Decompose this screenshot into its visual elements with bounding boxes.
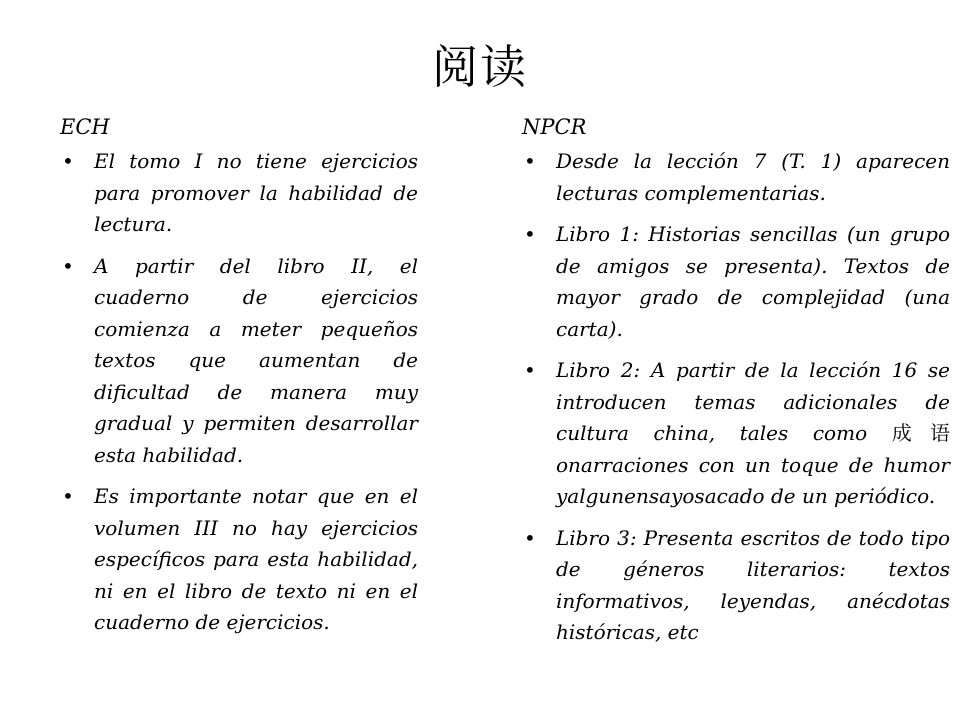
bullet-icon: • xyxy=(524,149,536,173)
left-column xyxy=(60,112,418,649)
bullet-icon: • xyxy=(524,358,536,382)
bullet-icon: • xyxy=(62,253,74,278)
list-item-text-part: onarraciones con un toque de humor yalgunensayosacado de un periódico. xyxy=(556,452,950,508)
chengyu-term: 成语 xyxy=(891,421,951,445)
right-column xyxy=(522,112,950,659)
left-bullet-list xyxy=(60,146,418,639)
list-item xyxy=(522,523,950,649)
list-item-text: Desde la lección 7 (T. 1) aparecen lecturas complementarias. xyxy=(556,149,950,205)
list-item-text: El tomo I no tiene ejercicios para promover la habilidad de lectura. xyxy=(94,149,418,236)
slide-title: 阅读 xyxy=(432,39,528,94)
bullet-icon: • xyxy=(62,484,74,508)
bullet-icon: • xyxy=(524,525,536,550)
list-item xyxy=(522,355,950,513)
list-item xyxy=(522,146,950,209)
bullet-icon: • xyxy=(62,149,74,173)
list-item-text: A partir del libro II, el cuaderno de ejercicios comienza a meter pequeños textos que aumentan de dificultad de manera muy gradual y permiten desarrollar esta habilidad. xyxy=(94,253,418,467)
list-item-text-part: Libro 2: A partir de la lección 16 se introducen temas adicionales de cultura china, tales como xyxy=(556,358,950,445)
list-item-text: Libro 3: Presenta escritos de todo tipo de géneros literarios: textos informativos, leyendas, anécdotas históricas, etc xyxy=(556,525,950,644)
right-column-heading: NPCR xyxy=(522,115,587,139)
bullet-icon: • xyxy=(524,222,536,246)
list-item xyxy=(60,481,418,639)
list-item xyxy=(522,219,950,345)
right-bullet-list xyxy=(522,146,950,649)
list-item-text: Libro 1: Historias sencillas (un grupo de amigos se presenta). Textos de mayor grado de complejidad (una carta). xyxy=(556,222,950,341)
left-column-heading: ECH xyxy=(60,115,110,139)
list-item-text: Es importante notar que en el volumen III no hay ejercicios específicos para esta habilidad, ni en el libro de texto ni en el cuaderno de ejercicios. xyxy=(94,484,418,634)
list-item xyxy=(60,146,418,241)
list-item xyxy=(60,251,418,472)
